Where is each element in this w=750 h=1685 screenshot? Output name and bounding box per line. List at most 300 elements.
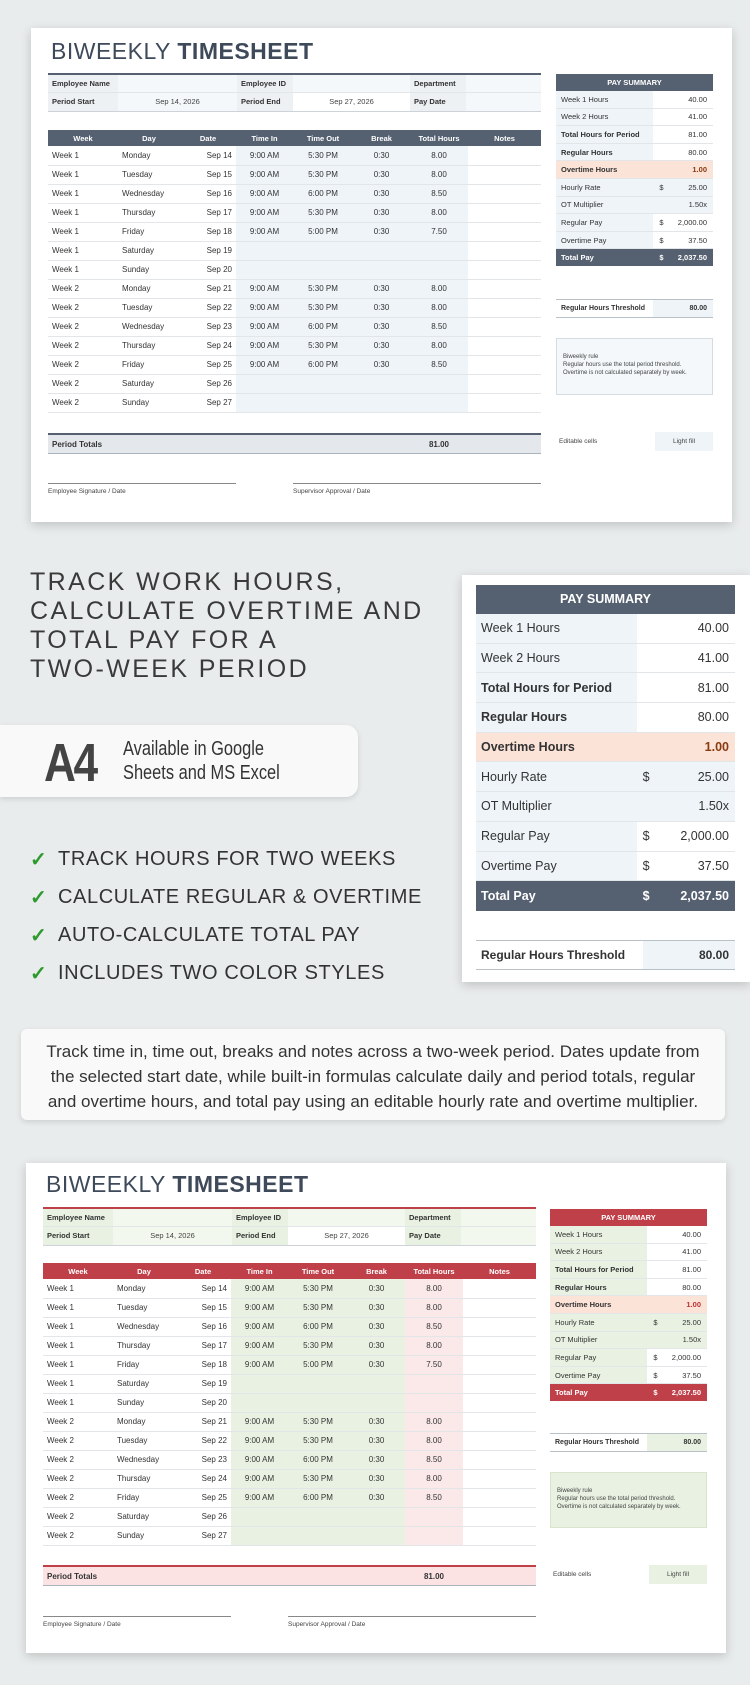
pay-summary-value[interactable]: 1.50x (688, 200, 707, 210)
table-cell-break[interactable]: 0:30 (353, 336, 410, 355)
table-cell-time-out[interactable] (288, 1526, 348, 1545)
table-cell-day: Friday (118, 355, 180, 374)
table-cell-time-in[interactable]: 9:00 AM (231, 1279, 288, 1298)
table-row (43, 1507, 536, 1526)
table-cell-break[interactable] (353, 374, 410, 393)
table-cell-time-in[interactable]: 9:00 AM (231, 1469, 288, 1488)
total-pay-label: Total Pay (481, 889, 536, 904)
table-cell-day: Sunday (118, 260, 180, 279)
pay-summary-row (556, 126, 713, 144)
table-cell-break[interactable] (348, 1374, 405, 1393)
total-pay-value: 2,037.50 (677, 253, 707, 263)
table-cell-time-out[interactable] (293, 260, 353, 279)
table-cell-time-in[interactable]: 9:00 AM (231, 1450, 288, 1469)
pay-summary-value: 1.00 (686, 1300, 701, 1310)
table-cell-time-out[interactable] (288, 1507, 348, 1526)
column-header: Time In (236, 130, 293, 146)
table-cell-time-in[interactable]: 9:00 AM (231, 1298, 288, 1317)
table-cell-notes[interactable] (468, 374, 541, 393)
table-cell-notes[interactable] (463, 1450, 536, 1469)
pay-summary-row (476, 673, 735, 703)
format-badge (0, 725, 358, 797)
table-cell-notes[interactable] (468, 165, 541, 184)
table-cell-time-in[interactable] (231, 1393, 288, 1412)
table-cell-notes[interactable] (468, 146, 541, 165)
table-row (43, 1469, 536, 1488)
table-cell-time-out[interactable]: 5:30 PM (288, 1469, 348, 1488)
table-cell-notes[interactable] (468, 222, 541, 241)
table-cell-time-out[interactable]: 5:00 PM (288, 1355, 348, 1374)
pay-summary-label: Regular Pay (556, 214, 653, 231)
threshold-label: Regular Hours Threshold (481, 948, 626, 962)
table-cell-day: Friday (118, 222, 180, 241)
table-cell-break[interactable] (353, 260, 410, 279)
table-cell-time-in[interactable] (231, 1526, 288, 1545)
table-cell-total-hours: 8.00 (405, 1412, 463, 1431)
table-cell-time-in[interactable]: 9:00 AM (231, 1412, 288, 1431)
table-cell-time-in[interactable] (236, 241, 293, 260)
check-icon: ✓ (30, 886, 47, 909)
table-cell-break[interactable] (348, 1393, 405, 1412)
pay-summary-row (476, 644, 735, 674)
table-cell-time-out[interactable]: 5:30 PM (293, 165, 353, 184)
employee-info-block (43, 1207, 536, 1246)
table-cell-total-hours: 8.00 (410, 146, 468, 165)
table-cell-time-in[interactable]: 9:00 AM (231, 1355, 288, 1374)
table-cell-break[interactable]: 0:30 (348, 1279, 405, 1298)
table-cell-time-out[interactable] (288, 1393, 348, 1412)
table-cell-time-in[interactable] (231, 1507, 288, 1526)
employee-name-field[interactable] (113, 1209, 232, 1226)
pay-summary-value[interactable]: 25.00 (688, 182, 707, 192)
table-cell-notes[interactable] (463, 1412, 536, 1431)
threshold-value[interactable]: 80.00 (653, 300, 713, 317)
pay-summary-panel (550, 1209, 707, 1401)
legend-swatch: Light fill (655, 432, 713, 451)
table-cell-notes[interactable] (468, 279, 541, 298)
table-cell-break[interactable]: 0:30 (348, 1298, 405, 1317)
table-cell-notes[interactable] (468, 355, 541, 374)
table-cell-break[interactable]: 0:30 (353, 165, 410, 184)
pay-summary-row (476, 852, 735, 882)
pay-summary-title: PAY SUMMARY (476, 585, 735, 614)
table-cell-date: Sep 17 (180, 203, 236, 222)
employee-id-label: Employee ID (232, 1209, 288, 1226)
table-cell-day: Wednesday (118, 184, 180, 203)
column-header: Break (348, 1263, 405, 1279)
table-cell-total-hours: 8.50 (410, 355, 468, 374)
pay-summary-panel (556, 74, 713, 266)
feature-item: ✓ CALCULATE REGULAR & OVERTIME (30, 885, 422, 909)
pay-summary-label: Overtime Pay (550, 1367, 647, 1384)
table-cell-week: Week 2 (43, 1469, 113, 1488)
table-cell-total-hours (410, 393, 468, 412)
total-pay-row (556, 249, 713, 266)
pay-summary-value: 1.00 (692, 165, 707, 175)
table-cell-time-out[interactable]: 5:30 PM (293, 279, 353, 298)
employee-name-field[interactable] (118, 75, 237, 92)
table-cell-date: Sep 25 (180, 355, 236, 374)
table-cell-time-in[interactable] (236, 374, 293, 393)
supervisor-approval-line[interactable]: Supervisor Approval / Date (293, 483, 541, 495)
table-cell-total-hours: 8.00 (410, 165, 468, 184)
table-cell-break[interactable]: 0:30 (348, 1450, 405, 1469)
table-cell-time-in[interactable]: 9:00 AM (236, 203, 293, 222)
table-cell-time-out[interactable]: 6:00 PM (293, 184, 353, 203)
table-cell-time-out[interactable]: 6:00 PM (293, 355, 353, 374)
pay-summary-value[interactable]: 1.50x (698, 799, 729, 814)
pay-summary-value: 80.00 (682, 1282, 701, 1292)
table-cell-break[interactable]: 0:30 (353, 298, 410, 317)
department-field[interactable] (461, 1209, 536, 1226)
table-cell-time-out[interactable]: 5:30 PM (293, 336, 353, 355)
period-start-label: Period Start (48, 93, 118, 111)
table-cell-break[interactable]: 0:30 (353, 203, 410, 222)
table-cell-time-out[interactable]: 5:30 PM (288, 1412, 348, 1431)
table-cell-notes[interactable] (463, 1336, 536, 1355)
pay-summary-value[interactable]: 25.00 (697, 769, 729, 784)
table-cell-total-hours: 8.00 (405, 1336, 463, 1355)
table-cell-time-in[interactable] (236, 260, 293, 279)
table-cell-notes[interactable] (463, 1355, 536, 1374)
pay-summary-row (550, 1332, 707, 1350)
pay-summary-value: 2,000.00 (677, 217, 707, 227)
pay-summary-row (476, 792, 735, 822)
table-cell-time-out[interactable]: 5:30 PM (293, 298, 353, 317)
table-cell-time-in[interactable]: 9:00 AM (236, 165, 293, 184)
table-cell-break[interactable]: 0:30 (348, 1469, 405, 1488)
table-cell-notes[interactable] (463, 1526, 536, 1545)
table-cell-total-hours: 8.00 (405, 1279, 463, 1298)
pay-summary-value: 41.00 (688, 112, 707, 122)
table-cell-notes[interactable] (463, 1279, 536, 1298)
table-cell-time-in[interactable]: 9:00 AM (231, 1336, 288, 1355)
regular-hours-threshold (556, 299, 713, 318)
table-cell-break[interactable]: 0:30 (348, 1431, 405, 1450)
table-cell-date: Sep 21 (175, 1412, 231, 1431)
table-cell-time-out[interactable]: 5:30 PM (288, 1336, 348, 1355)
table-cell-break[interactable]: 0:30 (353, 279, 410, 298)
table-cell-notes[interactable] (468, 260, 541, 279)
period-start-field[interactable]: Sep 14, 2026 (113, 1227, 232, 1245)
table-cell-notes[interactable] (463, 1469, 536, 1488)
table-cell-time-in[interactable] (231, 1374, 288, 1393)
table-cell-notes[interactable] (463, 1507, 536, 1526)
table-cell-week: Week 2 (43, 1450, 113, 1469)
column-header: Time Out (288, 1263, 348, 1279)
table-row (48, 279, 541, 298)
total-pay-row (476, 881, 735, 911)
period-start-field[interactable]: Sep 14, 2026 (118, 93, 237, 111)
table-cell-notes[interactable] (468, 184, 541, 203)
table-cell-week: Week 1 (43, 1279, 113, 1298)
table-row (43, 1526, 536, 1545)
regular-hours-threshold (550, 1433, 707, 1452)
currency-symbol: $ (642, 769, 650, 784)
table-cell-date: Sep 23 (175, 1450, 231, 1469)
pay-summary-label: Hourly Rate (556, 179, 653, 196)
table-cell-notes[interactable] (463, 1317, 536, 1336)
pay-summary-row (550, 1349, 707, 1367)
table-row (43, 1412, 536, 1431)
table-cell-time-in[interactable]: 9:00 AM (236, 184, 293, 203)
pay-summary-value: 37.50 (697, 858, 729, 873)
table-cell-week: Week 1 (48, 146, 118, 165)
employee-signature-line[interactable]: Employee Signature / Date (43, 1616, 231, 1628)
pay-summary-label: Total Hours for Period (550, 1261, 647, 1278)
table-cell-time-out[interactable] (293, 374, 353, 393)
table-cell-time-in[interactable]: 9:00 AM (231, 1431, 288, 1450)
table-cell-notes[interactable] (463, 1431, 536, 1450)
table-cell-date: Sep 20 (180, 260, 236, 279)
sheet-title: BIWEEKLY TIMESHEET (51, 38, 314, 64)
table-header-row (43, 1263, 536, 1279)
pay-summary-value: 40.00 (682, 1229, 701, 1239)
table-cell-date: Sep 19 (175, 1374, 231, 1393)
pay-summary-label: Hourly Rate (550, 1314, 647, 1331)
table-cell-time-in[interactable]: 9:00 AM (236, 279, 293, 298)
table-cell-week: Week 1 (43, 1393, 113, 1412)
pay-summary-value: 80.00 (697, 710, 729, 725)
pay-summary-label: Overtime Hours (555, 1300, 612, 1310)
column-header: Notes (468, 130, 541, 146)
pay-summary-label: Overtime Pay (556, 232, 653, 249)
pay-summary-panel-zoom (476, 585, 735, 911)
pay-date-field[interactable] (466, 93, 541, 111)
a4-label: A4 (44, 733, 96, 793)
pay-summary-row (556, 144, 713, 162)
table-row (48, 336, 541, 355)
table-cell-date: Sep 21 (180, 279, 236, 298)
pay-summary-zoom-card (462, 575, 750, 982)
pay-summary-row (556, 197, 713, 215)
column-header: Time In (231, 1263, 288, 1279)
pay-summary-row (550, 1296, 707, 1314)
pay-date-label: Pay Date (405, 1227, 461, 1245)
pay-summary-row (550, 1367, 707, 1385)
feature-item: ✓ AUTO-CALCULATE TOTAL PAY (30, 923, 361, 947)
table-cell-time-in[interactable]: 9:00 AM (236, 336, 293, 355)
table-cell-week: Week 2 (48, 279, 118, 298)
table-cell-date: Sep 24 (180, 336, 236, 355)
table-cell-week: Week 1 (48, 165, 118, 184)
table-row (43, 1488, 536, 1507)
table-cell-day: Thursday (113, 1336, 175, 1355)
table-row (48, 241, 541, 260)
table-cell-day: Friday (113, 1355, 175, 1374)
table-cell-break[interactable]: 0:30 (353, 355, 410, 374)
table-cell-week: Week 1 (48, 241, 118, 260)
column-header: Total Hours (410, 130, 468, 146)
pay-summary-label: Overtime Hours (561, 165, 618, 175)
currency-symbol: $ (653, 1317, 658, 1327)
timesheet-card-red (26, 1163, 726, 1653)
employee-id-field[interactable] (293, 75, 410, 92)
table-cell-time-in[interactable]: 9:00 AM (236, 317, 293, 336)
table-cell-break[interactable] (348, 1526, 405, 1545)
period-end-field[interactable]: Sep 27, 2026 (288, 1227, 405, 1245)
table-cell-week: Week 2 (48, 374, 118, 393)
pay-summary-value: 81.00 (688, 129, 707, 139)
employee-info-block (48, 73, 541, 112)
table-cell-total-hours: 8.00 (410, 298, 468, 317)
table-cell-time-out[interactable]: 5:30 PM (288, 1298, 348, 1317)
table-cell-break[interactable] (353, 241, 410, 260)
table-cell-time-out[interactable]: 5:30 PM (288, 1279, 348, 1298)
currency-symbol: $ (659, 217, 664, 227)
table-cell-date: Sep 15 (175, 1298, 231, 1317)
table-cell-day: Saturday (113, 1507, 175, 1526)
table-cell-notes[interactable] (468, 298, 541, 317)
pay-summary-label: Overtime Hours (481, 740, 575, 755)
table-row (43, 1431, 536, 1450)
table-cell-time-in[interactable] (236, 393, 293, 412)
table-cell-time-in[interactable]: 9:00 AM (236, 146, 293, 165)
table-cell-total-hours: 8.00 (410, 279, 468, 298)
table-cell-break[interactable]: 0:30 (348, 1317, 405, 1336)
table-cell-time-out[interactable]: 5:30 PM (293, 146, 353, 165)
pay-summary-row (556, 232, 713, 250)
pay-summary-value[interactable]: 25.00 (682, 1317, 701, 1327)
sheet-title: BIWEEKLY TIMESHEET (46, 1171, 309, 1197)
table-cell-time-out[interactable]: 6:00 PM (288, 1488, 348, 1507)
pay-summary-row (556, 179, 713, 197)
table-cell-week: Week 2 (43, 1412, 113, 1431)
table-cell-break[interactable]: 0:30 (348, 1355, 405, 1374)
feature-list (30, 840, 422, 992)
column-header: Week (48, 130, 118, 146)
table-cell-notes[interactable] (463, 1298, 536, 1317)
table-cell-notes[interactable] (468, 317, 541, 336)
currency-symbol: $ (642, 829, 650, 844)
table-cell-day: Wednesday (113, 1317, 175, 1336)
pay-summary-value: 40.00 (697, 621, 729, 636)
table-cell-time-out[interactable] (288, 1374, 348, 1393)
column-header: Date (175, 1263, 231, 1279)
table-cell-notes[interactable] (468, 241, 541, 260)
table-row (48, 298, 541, 317)
feature-item: ✓ TRACK HOURS FOR TWO WEEKS (30, 847, 396, 871)
table-cell-time-out[interactable]: 6:00 PM (293, 317, 353, 336)
table-cell-time-out[interactable] (293, 393, 353, 412)
table-cell-day: Saturday (118, 374, 180, 393)
pay-date-label: Pay Date (410, 93, 466, 111)
pay-summary-value: 37.50 (682, 1370, 701, 1380)
table-cell-notes[interactable] (463, 1488, 536, 1507)
editable-cells-legend (556, 432, 713, 451)
department-label: Department (405, 1209, 461, 1226)
info-row-2 (48, 93, 541, 111)
table-cell-notes[interactable] (468, 203, 541, 222)
threshold-value[interactable]: 80.00 (647, 1434, 707, 1451)
table-cell-time-in[interactable]: 9:00 AM (231, 1488, 288, 1507)
supervisor-approval-line[interactable]: Supervisor Approval / Date (288, 1616, 536, 1628)
editable-cells-legend (550, 1565, 707, 1584)
table-cell-break[interactable] (353, 393, 410, 412)
table-cell-date: Sep 26 (180, 374, 236, 393)
period-end-field[interactable]: Sep 27, 2026 (293, 93, 410, 111)
table-row (43, 1279, 536, 1298)
table-cell-day: Friday (113, 1488, 175, 1507)
table-cell-time-in[interactable]: 9:00 AM (236, 298, 293, 317)
table-cell-day: Monday (113, 1412, 175, 1431)
period-totals-value: 81.00 (423, 1571, 445, 1581)
feature-item: ✓ INCLUDES TWO COLOR STYLES (30, 961, 385, 985)
table-cell-time-out[interactable]: 5:30 PM (293, 203, 353, 222)
table-cell-time-out[interactable]: 5:30 PM (288, 1431, 348, 1450)
table-cell-day: Thursday (113, 1469, 175, 1488)
pay-summary-title: PAY SUMMARY (550, 1209, 707, 1226)
table-cell-time-in[interactable]: 9:00 AM (236, 355, 293, 374)
employee-name-label: Employee Name (43, 1209, 113, 1226)
table-cell-time-out[interactable] (293, 241, 353, 260)
department-field[interactable] (466, 75, 541, 92)
table-cell-break[interactable]: 0:30 (348, 1336, 405, 1355)
currency-symbol: $ (642, 858, 650, 873)
table-cell-time-out[interactable]: 5:00 PM (293, 222, 353, 241)
table-cell-day: Monday (118, 146, 180, 165)
pay-summary-value[interactable]: 1.50x (682, 1335, 701, 1345)
table-cell-notes[interactable] (468, 393, 541, 412)
product-description: Track time in, time out, breaks and notes across a two-week period. Dates update from the selected start date, while built-in formulas calculate daily and period totals, regular and overtime hours, and total pay using an editable hourly rate and overtime multiplier. (21, 1029, 725, 1120)
table-cell-notes[interactable] (463, 1374, 536, 1393)
table-row (43, 1336, 536, 1355)
table-cell-time-out[interactable]: 6:00 PM (288, 1450, 348, 1469)
period-totals-value: 81.00 (428, 439, 450, 449)
table-cell-break[interactable] (348, 1507, 405, 1526)
table-cell-break[interactable]: 0:30 (353, 317, 410, 336)
table-cell-date: Sep 22 (175, 1431, 231, 1450)
table-cell-total-hours (405, 1393, 463, 1412)
table-cell-week: Week 2 (43, 1488, 113, 1507)
pay-summary-label: Overtime Pay (476, 852, 637, 881)
table-cell-total-hours: 7.50 (410, 222, 468, 241)
table-cell-break[interactable]: 0:30 (353, 146, 410, 165)
table-cell-total-hours (405, 1374, 463, 1393)
table-cell-break[interactable]: 0:30 (348, 1488, 405, 1507)
timesheet-table (48, 130, 541, 413)
table-cell-time-in[interactable]: 9:00 AM (236, 222, 293, 241)
table-cell-total-hours: 8.50 (410, 184, 468, 203)
pay-summary-row (550, 1261, 707, 1279)
timesheet-card-blue (31, 28, 732, 522)
employee-id-field[interactable] (288, 1209, 405, 1226)
table-cell-notes[interactable] (468, 336, 541, 355)
pay-summary-value: 81.00 (697, 680, 729, 695)
table-cell-notes[interactable] (463, 1393, 536, 1412)
pay-summary-row (476, 822, 735, 852)
pay-date-field[interactable] (461, 1227, 536, 1245)
pay-summary-label: Week 2 Hours (556, 109, 653, 126)
table-cell-time-out[interactable]: 6:00 PM (288, 1317, 348, 1336)
table-cell-date: Sep 20 (175, 1393, 231, 1412)
currency-symbol: $ (659, 253, 664, 263)
info-row-2 (43, 1227, 536, 1245)
table-cell-date: Sep 19 (180, 241, 236, 260)
table-cell-break[interactable]: 0:30 (353, 222, 410, 241)
threshold-value[interactable]: 80.00 (643, 941, 735, 969)
table-cell-week: Week 2 (48, 336, 118, 355)
table-cell-break[interactable]: 0:30 (353, 184, 410, 203)
table-cell-time-in[interactable]: 9:00 AM (231, 1317, 288, 1336)
total-pay-value: 2,037.50 (680, 889, 729, 904)
table-cell-break[interactable]: 0:30 (348, 1412, 405, 1431)
employee-signature-line[interactable]: Employee Signature / Date (48, 483, 236, 495)
pay-summary-label: Week 2 Hours (476, 644, 637, 673)
table-cell-date: Sep 26 (175, 1507, 231, 1526)
pay-summary-label: Week 1 Hours (556, 91, 653, 108)
pay-summary-value: 37.50 (688, 235, 707, 245)
